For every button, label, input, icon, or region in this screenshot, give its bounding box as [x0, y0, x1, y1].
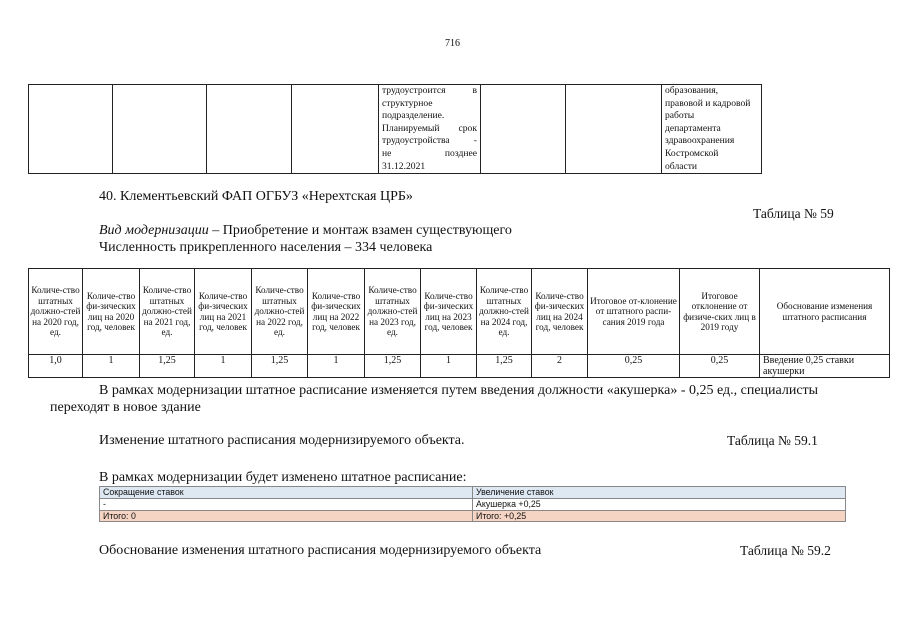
column-header: Количе-ство штатных должно-стей на 2022 год, ед.: [252, 269, 308, 355]
table-cell: 1,25: [477, 355, 532, 378]
note-line: 31.12.2021: [382, 160, 426, 172]
column-header: Количе-ство фи-зических лиц на 2021 год, человек: [195, 269, 252, 355]
department-line: работы: [665, 110, 695, 122]
table-label: Таблица № 59: [753, 206, 834, 221]
table-cell: 1: [83, 355, 140, 378]
table-cell: Введение 0,25 ставки акушерки: [760, 355, 890, 378]
department-line: образования,: [665, 85, 719, 96]
justification-title: Обоснование изменения штатного расписания модернизируемого объекта: [99, 543, 542, 558]
staff-change-table: [99, 486, 846, 522]
department-line: департамента: [665, 122, 721, 134]
department-line: правовой и кадровой: [665, 97, 751, 109]
column-header: Количе-ство фи-зических лиц на 2024 год, человек: [532, 269, 588, 355]
table-cell: 1,25: [365, 355, 421, 378]
department-line: Костромской: [665, 147, 719, 159]
table-label-59-2: Таблица № 59.2: [740, 543, 831, 558]
table-cell: 2: [532, 355, 588, 378]
department-line: здравоохранения: [665, 135, 735, 147]
column-header: Количе-ство штатных должно-стей на 2020 год, ед.: [29, 269, 83, 355]
increase-header: Увеличение ставок: [473, 487, 846, 499]
reduction-header: Сокращение ставок: [100, 487, 473, 499]
table-cell: 0,25: [680, 355, 760, 378]
table-cell: 0,25: [588, 355, 680, 378]
table-cell: 1: [308, 355, 365, 378]
table-cell: [29, 85, 113, 174]
top-table-continuation: [28, 84, 762, 174]
modernization-type: [99, 223, 512, 239]
column-header: Количе-ство штатных должно-стей на 2023 год, ед.: [365, 269, 421, 355]
column-header: Обоснование изменения штатного расписания: [760, 269, 890, 355]
note-line: подразделение.: [382, 110, 445, 122]
note-line: трудоустройства -: [382, 135, 477, 147]
change-section-title: Изменение штатного расписания модернизируемого объекта.: [99, 433, 465, 448]
table-label-59-1: Таблица № 59.1: [727, 433, 818, 448]
table-cell: 1,25: [252, 355, 308, 378]
column-header: Итоговое от-клонение от штатного распи-сания 2019 года: [588, 269, 680, 355]
reduction-total: Итого: 0: [100, 510, 473, 522]
modernization-value: – Приобретение и монтаж взамен существующего: [208, 223, 512, 238]
note-line: Планируемый срок: [382, 122, 477, 134]
note-line: структурное: [382, 97, 433, 109]
department-line: области: [665, 160, 698, 172]
modernization-label: Вид модернизации: [99, 223, 209, 238]
staffing-table: [28, 268, 890, 378]
increase-value: Акушерка +0,25: [473, 498, 846, 510]
column-header: Количе-ство фи-зических лиц на 2023 год, человек: [421, 269, 477, 355]
table-cell: [566, 85, 662, 174]
column-header: Количе-ство фи-зических лиц на 2022 год, человек: [308, 269, 365, 355]
column-header: Количе-ство штатных должно-стей на 2021 год, ед.: [140, 269, 195, 355]
reduction-value: -: [100, 498, 473, 510]
column-header: Количе-ство фи-зических лиц на 2020 год, человек: [83, 269, 140, 355]
table-cell: 1: [421, 355, 477, 378]
table-cell: [207, 85, 292, 174]
department-cell: [662, 85, 762, 174]
note-line: трудоустроится в: [382, 85, 477, 96]
column-header: Количе-ство штатных должно-стей на 2024 год, ед.: [477, 269, 532, 355]
modernization-paragraph: В рамках модернизации штатное расписание изменяется путем введения должности «акушерка» - 0,25 ед., специалисты переходят в новое здание: [50, 383, 819, 415]
table-cell: [292, 85, 379, 174]
note-line: не позднее: [382, 147, 477, 159]
employment-note-cell: [379, 85, 481, 174]
section-title: 40. Клементьевский ФАП ОГБУЗ «Нерехтская ЦРБ»: [99, 189, 413, 204]
column-header: Итоговое отклонение от физиче-ских лиц в 2019 году: [680, 269, 760, 355]
table-cell: [481, 85, 566, 174]
table-cell: [113, 85, 207, 174]
increase-total: Итого: +0,25: [473, 510, 846, 522]
population-line: Численность прикрепленного населения – 334 человека: [99, 240, 433, 255]
table-cell: 1: [195, 355, 252, 378]
table-cell: 1,25: [140, 355, 195, 378]
staffing-change-intro: В рамках модернизации будет изменено штатное расписание:: [99, 470, 467, 485]
table-cell: 1,0: [29, 355, 83, 378]
page-number: 716: [445, 38, 460, 49]
